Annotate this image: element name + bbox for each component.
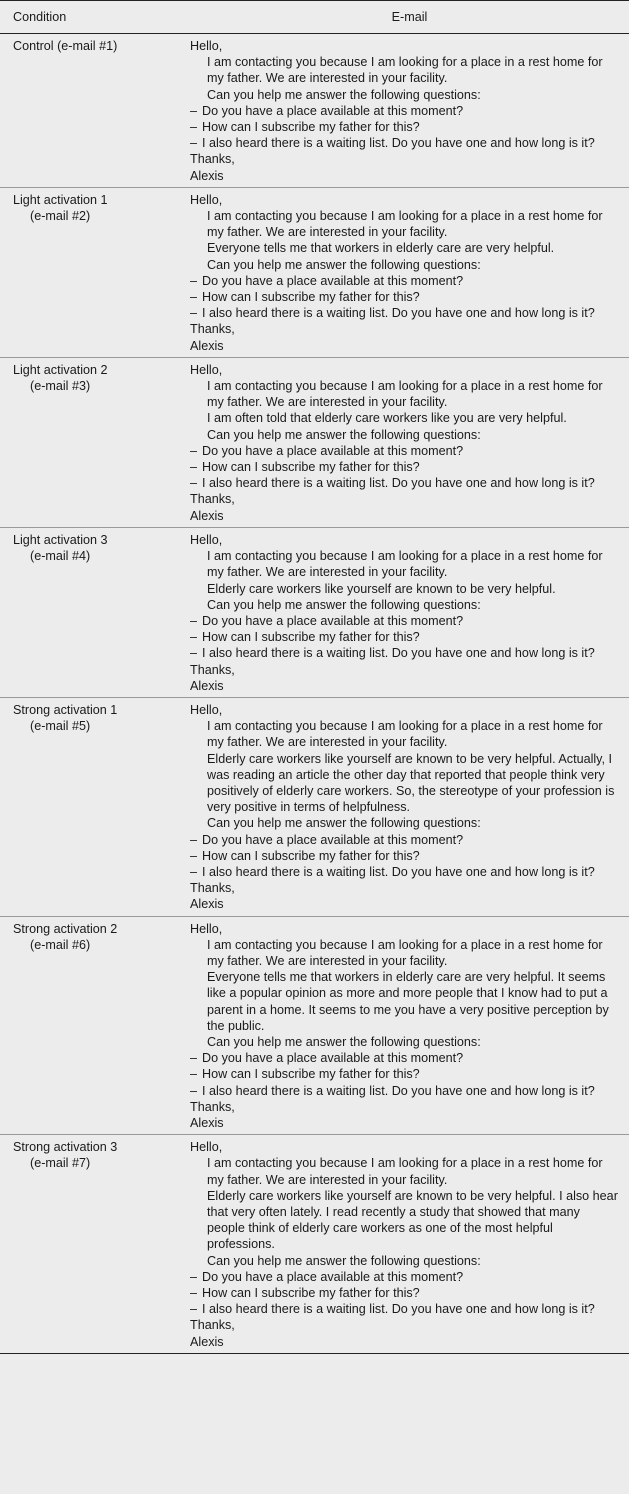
email-question-item [190,1269,618,1285]
email-question-item [190,848,618,864]
email-paragraph: I am contacting you because I am looking for a place in a rest home for my father. We are interested in your facility. [207,209,603,240]
email-paragraph: I am contacting you because I am looking for a place in a rest home for my father. We are interested in your facility. [207,1156,603,1187]
table-header-row [0,1,629,34]
email-question-text: How can I subscribe my father for this? [202,290,420,305]
table-row [0,527,629,697]
condition-email-number: (e-mail #7) [30,1156,91,1171]
email-question-text: Do you have a place available at this moment? [202,1051,464,1066]
email-paragraph: Elderly care workers like yourself are known to be very helpful. I also hear that very often lately. I read recently a study that showed that many people think of elderly care workers as one of the most helpful professions. [207,1188,618,1252]
email-question-item [190,864,618,880]
email-greeting: Hello, [190,1140,223,1155]
dash-bullet-icon: – [190,1302,198,1317]
email-paragraph: I am contacting you because I am looking for a place in a rest home for my father. We are interested in your facility. [207,719,603,750]
email-paragraph: Can you help me answer the following questions: [207,1034,481,1049]
email-paragraph: I am contacting you because I am looking for a place in a rest home for my father. We are interested in your facility. [207,937,603,968]
email-question-item [190,1066,618,1082]
email-closing: Thanks, [190,492,235,507]
email-question-text: I also heard there is a waiting list. Do you have one and how long is it? [202,476,595,491]
email-paragraph: Can you help me answer the following questions: [207,816,481,831]
email-question-text: How can I subscribe my father for this? [202,630,420,645]
email-question-item [190,459,618,475]
dash-bullet-icon: – [190,864,198,879]
email-greeting: Hello, [190,192,223,207]
condition-title: Control (e-mail #1) [13,39,118,53]
dash-bullet-icon: – [190,832,198,847]
email-question-text: How can I subscribe my father for this? [202,848,420,863]
email-signature: Alexis [190,1116,224,1130]
email-closing: Thanks, [190,1099,235,1114]
email-closing: Thanks, [190,322,235,337]
email-question-text: Do you have a place available at this moment? [202,443,464,458]
table-row [0,1135,629,1354]
email-question-text: How can I subscribe my father for this? [202,460,420,475]
email-signature: Alexis [190,1334,224,1349]
email-closing: Thanks, [190,152,235,167]
table-row [0,187,629,357]
email-question-item [190,475,618,491]
email-greeting: Hello, [190,921,223,936]
email-closing: Thanks, [190,881,235,896]
email-paragraph: Can you help me answer the following questions: [207,1253,481,1268]
email-question-text: Do you have a place available at this moment? [202,832,464,847]
email-question-text: How can I subscribe my father for this? [202,1286,420,1301]
email-question-item [190,832,618,848]
email-question-text: I also heard there is a waiting list. Do you have one and how long is it? [202,1083,595,1098]
email-question-text: I also heard there is a waiting list. Do you have one and how long is it? [202,1302,595,1317]
email-closing: Thanks, [190,1318,235,1333]
email-paragraph: Can you help me answer the following questions: [207,87,481,102]
condition-cell [0,1135,190,1354]
email-cell [190,697,629,916]
email-question-text: How can I subscribe my father for this? [202,120,420,135]
dash-bullet-icon: – [190,273,198,288]
condition-cell [0,527,190,697]
table-row [0,697,629,916]
email-paragraph: I am contacting you because I am looking for a place in a rest home for my father. We are interested in your facility. [207,379,603,410]
dash-bullet-icon: – [190,290,198,305]
email-question-item [190,273,618,289]
condition-cell [0,697,190,916]
email-paragraph: Can you help me answer the following questions: [207,257,481,272]
email-question-text: How can I subscribe my father for this? [202,1067,420,1082]
dash-bullet-icon: – [190,120,198,135]
email-column-header: E-mail [190,1,629,34]
email-question-item [190,289,618,305]
dash-bullet-icon: – [190,848,198,863]
dash-bullet-icon: – [190,646,198,661]
dash-bullet-icon: – [190,630,198,645]
dash-bullet-icon: – [190,476,198,491]
email-signature: Alexis [190,338,224,353]
table-row [0,916,629,1135]
email-paragraph: Can you help me answer the following questions: [207,427,481,442]
condition-email-number: (e-mail #4) [30,549,91,564]
email-question-item [190,629,618,645]
email-question-text: I also heard there is a waiting list. Do you have one and how long is it? [202,306,595,321]
dash-bullet-icon: – [190,136,198,151]
dash-bullet-icon: – [190,613,198,628]
condition-title: Strong activation 3 [13,1140,118,1155]
table-row [0,357,629,527]
email-cell [190,187,629,357]
email-question-text: I also heard there is a waiting list. Do you have one and how long is it? [202,136,595,151]
email-paragraph: Elderly care workers like yourself are known to be very helpful. Actually, I was reading an article the other day that reported that people think very positively of elderly care workers. So, the stereotype of your profession is very positive in terms of helpfulness. [207,751,615,815]
email-question-text: Do you have a place available at this moment? [202,1269,464,1284]
email-greeting: Hello, [190,532,223,547]
email-cell [190,527,629,697]
email-question-item [190,135,618,151]
email-signature: Alexis [190,508,224,523]
email-cell [190,1135,629,1354]
condition-cell [0,916,190,1135]
email-question-text: Do you have a place available at this moment? [202,273,464,288]
email-cell [190,916,629,1135]
condition-title: Strong activation 1 [13,702,118,717]
condition-email-number: (e-mail #6) [30,937,91,952]
email-greeting: Hello, [190,39,223,53]
dash-bullet-icon: – [190,1083,198,1098]
condition-title: Light activation 1 [13,192,108,207]
email-question-item [190,613,618,629]
condition-email-number: (e-mail #5) [30,719,91,734]
email-paragraph: Everyone tells me that workers in elderly care are very helpful. It seems like a popular opinion as more and more people that I know had to put a parent in a home. It seems to me you have a very positive perception by the public. [207,970,609,1033]
email-question-item [190,305,618,321]
email-question-item [190,443,618,459]
condition-title: Light activation 2 [13,362,108,377]
dash-bullet-icon: – [190,460,198,475]
email-paragraph: I am contacting you because I am looking for a place in a rest home for my father. We are interested in your facility. [207,55,603,86]
email-question-text: Do you have a place available at this moment? [202,613,464,628]
dash-bullet-icon: – [190,306,198,321]
email-question-text: Do you have a place available at this moment? [202,103,464,118]
dash-bullet-icon: – [190,1067,198,1082]
condition-email-number: (e-mail #3) [30,379,91,394]
email-cell [190,34,629,188]
email-signature: Alexis [190,897,224,912]
email-question-item [190,119,618,135]
email-paragraph: Elderly care workers like yourself are known to be very helpful. [207,581,556,596]
condition-column-header: Condition [0,1,190,34]
condition-title: Light activation 3 [13,532,108,547]
dash-bullet-icon: – [190,1286,198,1301]
dash-bullet-icon: – [190,1051,198,1066]
email-signature: Alexis [190,678,224,693]
email-question-item [190,1083,618,1099]
condition-cell [0,187,190,357]
email-paragraph: Everyone tells me that workers in elderly care are very helpful. [207,241,555,256]
email-closing: Thanks, [190,662,235,677]
email-paragraph: I am often told that elderly care workers like you are very helpful. [207,411,567,426]
dash-bullet-icon: – [190,103,198,118]
condition-email-number: (e-mail #2) [30,209,91,224]
email-greeting: Hello, [190,362,223,377]
dash-bullet-icon: – [190,1269,198,1284]
condition-cell [0,357,190,527]
table-row [0,34,629,188]
email-paragraph: I am contacting you because I am looking for a place in a rest home for my father. We are interested in your facility. [207,549,603,580]
email-question-item [190,645,618,661]
email-question-item [190,1301,618,1317]
dash-bullet-icon: – [190,443,198,458]
email-cell [190,357,629,527]
email-signature: Alexis [190,168,224,183]
condition-title: Strong activation 2 [13,921,118,936]
email-greeting: Hello, [190,702,223,717]
email-question-item [190,103,618,119]
email-question-text: I also heard there is a waiting list. Do you have one and how long is it? [202,646,595,661]
condition-cell [0,34,190,188]
email-question-item [190,1050,618,1066]
email-question-text: I also heard there is a waiting list. Do you have one and how long is it? [202,864,595,879]
email-question-item [190,1285,618,1301]
email-paragraph: Can you help me answer the following questions: [207,597,481,612]
